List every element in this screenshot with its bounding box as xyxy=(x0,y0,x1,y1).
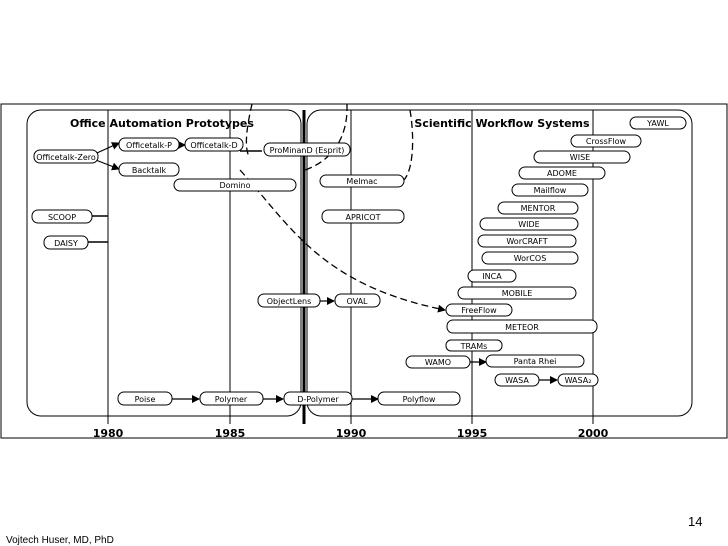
year-label-1980: 1980 xyxy=(92,427,124,440)
label-crossflow: CrossFlow xyxy=(585,137,627,146)
label-melmac: Melmac xyxy=(346,177,378,186)
label-wise: WISE xyxy=(569,153,591,162)
dashed-curve-melmac xyxy=(403,110,413,181)
year-label-1985: 1985 xyxy=(214,427,246,440)
label-freeflow: FreeFlow xyxy=(461,306,497,315)
label-wasa2: WASA₂ xyxy=(564,376,592,385)
label-prominand: ProMinanD (Esprit) xyxy=(269,146,345,155)
label-polyflow: Polyflow xyxy=(402,395,436,404)
label-worcos: WorCOS xyxy=(513,254,547,263)
label-wamo: WAMO xyxy=(424,358,452,367)
label-poise: Poise xyxy=(134,395,156,404)
year-label-2000: 2000 xyxy=(577,427,609,440)
label-officetalk-p: Officetalk-P xyxy=(126,141,172,150)
label-meteor: METEOR xyxy=(505,323,539,332)
label-officetalk-zero: Officetalk-Zero xyxy=(36,153,96,162)
label-trams: TRAMs xyxy=(460,342,488,351)
label-officetalk-d: Officetalk-D xyxy=(190,141,238,150)
label-scoop: SCOOP xyxy=(47,213,77,222)
label-daisy: DAISY xyxy=(54,239,78,248)
page-number: 14 xyxy=(688,514,703,529)
label-polymer: Polymer xyxy=(214,395,248,404)
label-backtalk: Backtalk xyxy=(131,166,167,175)
label-d-polymer: D-Polymer xyxy=(297,395,339,404)
label-panta-rhei: Panta Rhei xyxy=(513,357,557,366)
office-automation-title: Office Automation Prototypes xyxy=(70,117,254,130)
label-inca: INCA xyxy=(482,272,502,281)
label-worcraft: WorCRAFT xyxy=(506,237,548,246)
label-objectlens: ObjectLens xyxy=(266,297,312,306)
dashed-curve-top-left xyxy=(246,104,252,158)
label-wasa: WASA xyxy=(505,376,529,385)
label-wide: WIDE xyxy=(518,220,540,229)
author-footer: Vojtech Huser, MD, PhD xyxy=(6,535,114,546)
label-mobile: MOBILE xyxy=(501,289,533,298)
label-yawl: YAWL xyxy=(647,119,669,128)
scientific-workflow-title: Scientific Workflow Systems xyxy=(414,117,590,130)
year-label-1995: 1995 xyxy=(456,427,488,440)
label-domino: Domino xyxy=(219,181,251,190)
label-oval: OVAL xyxy=(346,297,368,306)
year-label-1990: 1990 xyxy=(335,427,367,440)
label-apricot: APRICOT xyxy=(345,213,381,222)
label-mailflow: Mailflow xyxy=(533,186,567,195)
label-adome: ADOME xyxy=(547,169,577,178)
label-mentor: MENTOR xyxy=(520,204,556,213)
